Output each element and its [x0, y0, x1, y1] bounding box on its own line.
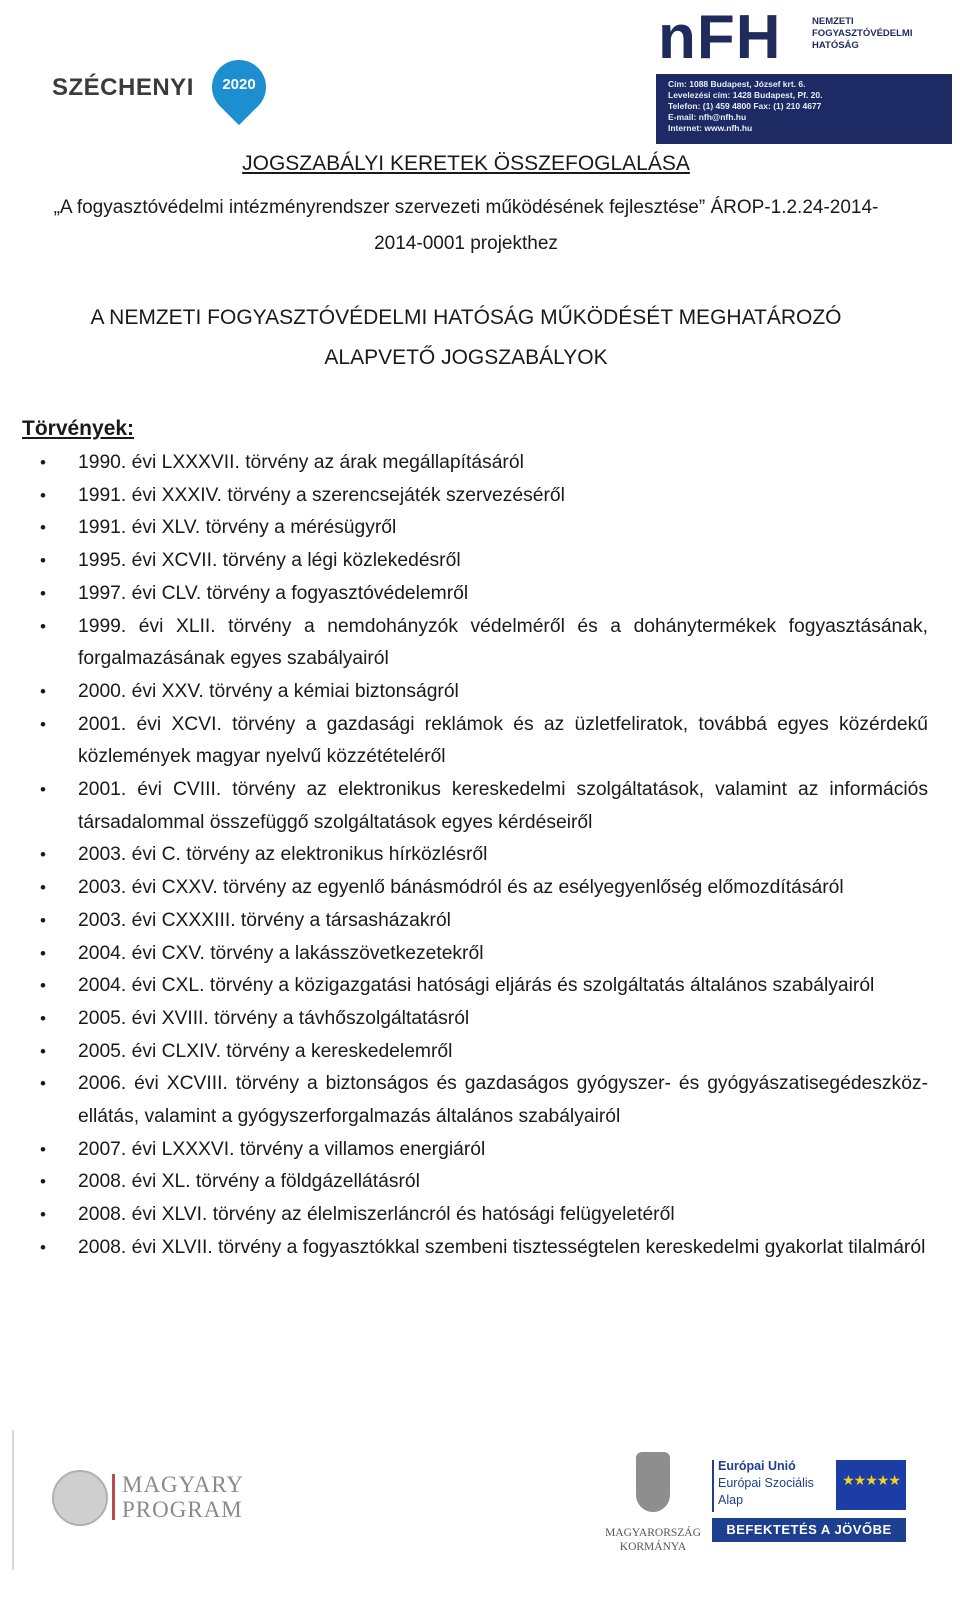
eu-line: Európai Szociális — [718, 1476, 814, 1490]
law-item: • 2005. évi XVIII. törvény a távhőszolgáltatásról — [0, 1003, 928, 1036]
nfh-logo-letters: nFH — [658, 3, 782, 72]
law-item: • 2008. évi XL. törvény a földgázellátásról — [0, 1166, 928, 1199]
law-item: • 2001. évi XCVI. törvény a gazdasági reklámok és az üzletfeliratok, továbbá egyes közérdekű közlemények magyar nyelvű közzétételéről — [0, 709, 928, 774]
law-item: • 2001. évi CVIII. törvény az elektronikus kereskedelmi szolgáltatások, valamint az információs társadalommal összefüggő szolgáltatások egyes kérdéseiről — [0, 774, 928, 839]
hungary-government-logo — [598, 1452, 708, 1552]
document-subtitle — [20, 190, 912, 262]
law-item: • 2008. évi XLVII. törvény a fogyasztókkal szembeni tisztességtelen kereskedelmi gyakorlat tilalmáról — [0, 1232, 928, 1265]
magyary-program-logo — [52, 1470, 272, 1530]
szechenyi-logo-year: 2020 — [222, 76, 256, 93]
nfh-contact-phone: Telefon: (1) 459 4800 Fax: (1) 210 4677 — [668, 101, 822, 111]
nfh-contact-email: E-mail: nfh@nfh.hu — [668, 112, 747, 122]
eu-flag-icon — [836, 1460, 906, 1510]
eu-line: Európai Unió — [718, 1459, 796, 1473]
law-item: • 2007. évi LXXXVI. törvény a villamos energiáról — [0, 1134, 928, 1167]
magyary-line: MAGYARY — [122, 1472, 245, 1497]
nfh-name-line: NEMZETI — [812, 16, 854, 27]
hungary-government-text — [598, 1526, 708, 1554]
law-item: • 1997. évi CLV. törvény a fogyasztóvédelemről — [0, 578, 928, 611]
law-item: • 2006. évi XCVIII. törvény a biztonságos és gazdaságos gyógyszer- és gyógyászatisegédeszköz-ellátás, valamint a gyógyszerforgalmazás általános szabályairól — [0, 1068, 928, 1133]
nfh-contact-bar — [656, 74, 952, 144]
magyary-line: PROGRAM — [122, 1497, 243, 1522]
eu-stars-icon: ★★★★★ — [842, 1472, 900, 1488]
laws-list — [0, 447, 928, 1265]
nfh-contact-postal: Levelezési cím: 1428 Budapest, Pf. 20. — [668, 90, 823, 100]
magyary-divider — [112, 1474, 115, 1520]
law-item: • 2003. évi CXXXIII. törvény a társasházakról — [0, 905, 928, 938]
nfh-logo — [656, 3, 952, 142]
law-item: • 1991. évi XLV. törvény a mérésügyről — [0, 512, 928, 545]
nfh-logo-top — [656, 3, 952, 72]
nfh-name-line: HATÓSÁG — [812, 40, 859, 51]
coat-of-arms-icon — [636, 1452, 670, 1512]
eu-line: Alap — [718, 1493, 744, 1507]
szechenyi-logo-word: SZÉCHENYI — [52, 74, 194, 101]
magyary-logo-text — [122, 1472, 244, 1522]
document-heading — [20, 298, 912, 378]
law-item: • 1990. évi LXXXVII. törvény az árak megállapításáról — [0, 447, 928, 480]
subtitle-line: 2014-0001 projekthez — [374, 233, 558, 254]
eu-logo-divider — [712, 1460, 714, 1512]
document-title: JOGSZABÁLYI KERETEK ÖSSZEFOGLALÁSA — [242, 152, 690, 175]
eu-logo-text — [718, 1458, 814, 1509]
footer-divider — [12, 1430, 14, 1570]
subtitle-line: „A fogyasztóvédelmi intézményrendszer szervezeti működésének fejlesztése” ÁROP-1.2.24-2014- — [53, 197, 879, 218]
law-item: • 2004. évi CXV. törvény a lakásszövetkezetekről — [0, 938, 928, 971]
eu-slogan-band: BEFEKTETÉS A JÖVŐBE — [712, 1518, 906, 1542]
law-item: • 1995. évi XCVII. törvény a légi közlekedésről — [0, 545, 928, 578]
nfh-contact-details — [668, 79, 823, 134]
portrait-seal-icon — [52, 1470, 108, 1526]
nfh-logo-name — [812, 16, 912, 52]
law-item: • 2000. évi XXV. törvény a kémiai biztonságról — [0, 676, 928, 709]
hungary-gov-line: KORMÁNYA — [619, 1541, 687, 1553]
szechenyi-2020-logo — [52, 58, 267, 148]
heading-line: A NEMZETI FOGYASZTÓVÉDELMI HATÓSÁG MŰKÖDÉSÉT MEGHATÁROZÓ — [90, 306, 842, 329]
law-item: • 2008. évi XLVI. törvény az élelmiszerláncról és hatósági felügyeletéről — [0, 1199, 928, 1232]
law-item: • 2003. évi C. törvény az elektronikus hírközlésről — [0, 839, 928, 872]
heading-line: ALAPVETŐ JOGSZABÁLYOK — [324, 346, 608, 369]
nfh-name-line: FOGYASZTÓVÉDELMI — [812, 28, 913, 39]
nfh-contact-web: Internet: www.nfh.hu — [668, 123, 753, 133]
section-title-laws: Törvények: — [22, 417, 135, 440]
law-item: • 2003. évi CXXV. törvény az egyenlő bánásmódról és az esélyegyenlőség előmozdításáról — [0, 872, 928, 905]
hungary-gov-line: MAGYARORSZÁG — [605, 1527, 701, 1539]
law-item: • 1991. évi XXXIV. törvény a szerencsejáték szervezéséről — [0, 480, 928, 513]
law-item: • 2004. évi CXL. törvény a közigazgatási hatósági eljárás és szolgáltatás általános szabályairól — [0, 970, 928, 1003]
eu-social-fund-logo — [712, 1458, 904, 1544]
law-item: • 1999. évi XLII. törvény a nemdohányzók védelméről és a dohánytermékek fogyasztásának, forgalmazásának egyes szabályairól — [0, 611, 928, 676]
nfh-contact-address: Cím: 1088 Budapest, József krt. 6. — [668, 79, 806, 89]
law-item: • 2005. évi CLXIV. törvény a kereskedelemről — [0, 1036, 928, 1069]
